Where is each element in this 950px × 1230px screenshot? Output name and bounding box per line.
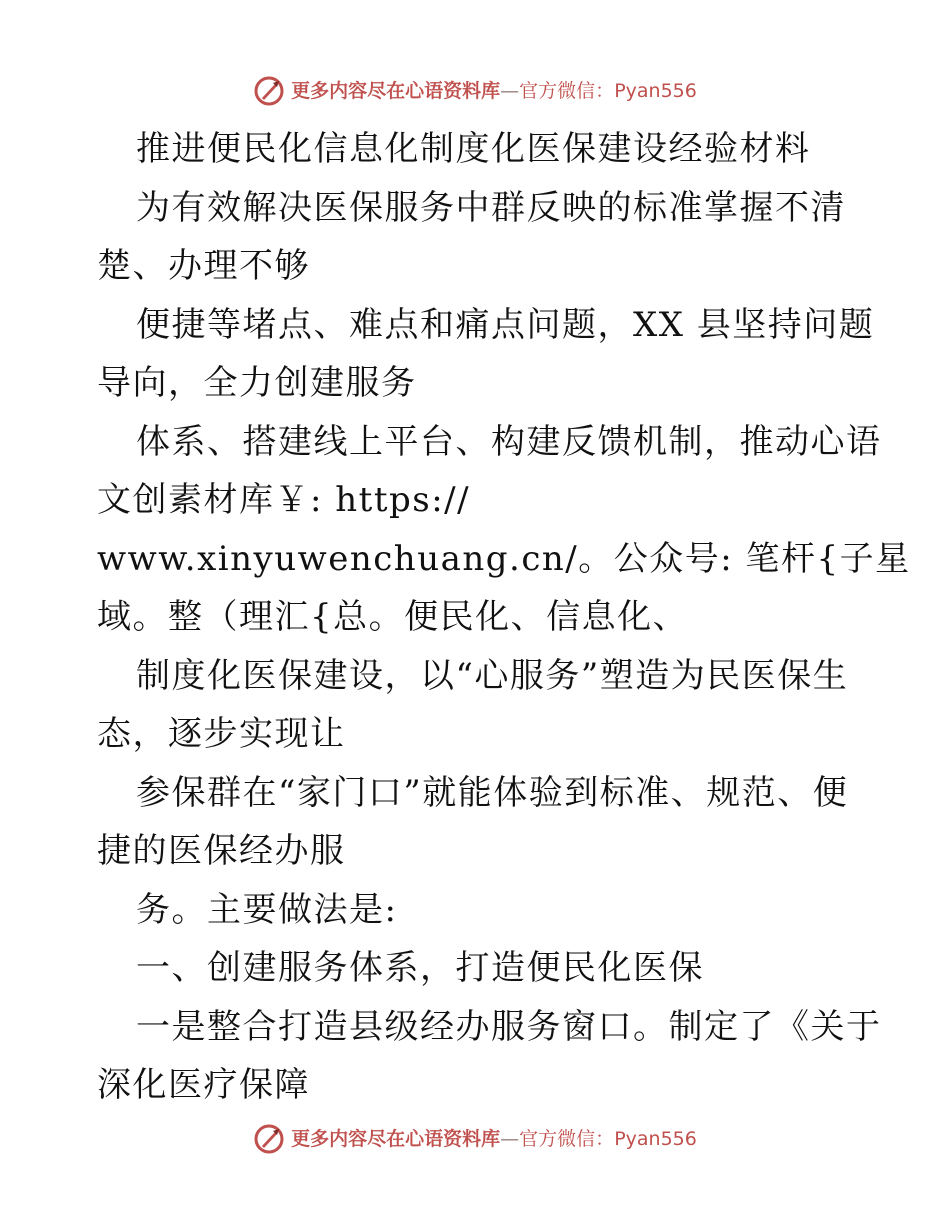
watermark-separator: — (500, 1127, 520, 1150)
paragraph-line: 深化医疗保障 (97, 1065, 310, 1105)
watermark-wechat-label: 官方微信： (519, 1127, 615, 1150)
section-heading: 一、创建服务体系，打造便民化医保 (136, 948, 704, 988)
paragraph-line: 体系、搭建线上平台、构建反馈机制，推动心语 (136, 422, 882, 462)
document-title: 推进便民化信息化制度化医保建设经验材料 (136, 129, 811, 169)
header-watermark (0, 71, 950, 111)
paragraph-line: 态，逐步实现让 (97, 714, 346, 754)
quill-pen-icon (253, 75, 285, 107)
paragraph-line: 文创素材库￥: https:// (97, 480, 471, 520)
quill-pen-icon (253, 1123, 285, 1155)
paragraph-line: 为有效解决医保服务中群反映的标准掌握不清 (136, 188, 846, 228)
paragraph-line: 参保群在“家门口”就能体验到标准、规范、便 (136, 773, 849, 813)
paragraph-line: www.xinyuwenchuang.cn/。公众号: 笔杆{子星 (97, 539, 911, 579)
paragraph-line: 导向，全力创建服务 (97, 363, 417, 403)
paragraph-line: 楚、办理不够 (97, 246, 310, 286)
watermark-wechat-label: 官方微信： (519, 79, 615, 102)
watermark-text: 更多内容尽在心语资料库 (291, 1127, 501, 1150)
paragraph-line: 一是整合打造县级经办服务窗口。制定了《关于 (136, 1007, 882, 1047)
paragraph-line: 域。整（理汇{总。便民化、信息化、 (97, 597, 689, 637)
paragraph-line: 制度化医保建设，以“心服务”塑造为民医保生 (136, 656, 849, 696)
footer-watermark (0, 1119, 950, 1159)
watermark-text: 更多内容尽在心语资料库 (291, 79, 501, 102)
paragraph-line: 务。主要做法是: (136, 890, 398, 930)
paragraph-line: 捷的医保经办服 (97, 831, 346, 871)
watermark-wechat-id: Pyan556 (614, 79, 697, 102)
paragraph-line: 便捷等堵点、难点和痛点问题，XX 县坚持问题 (136, 305, 875, 345)
watermark-wechat-id: Pyan556 (614, 1127, 697, 1150)
watermark-separator: — (500, 79, 520, 102)
